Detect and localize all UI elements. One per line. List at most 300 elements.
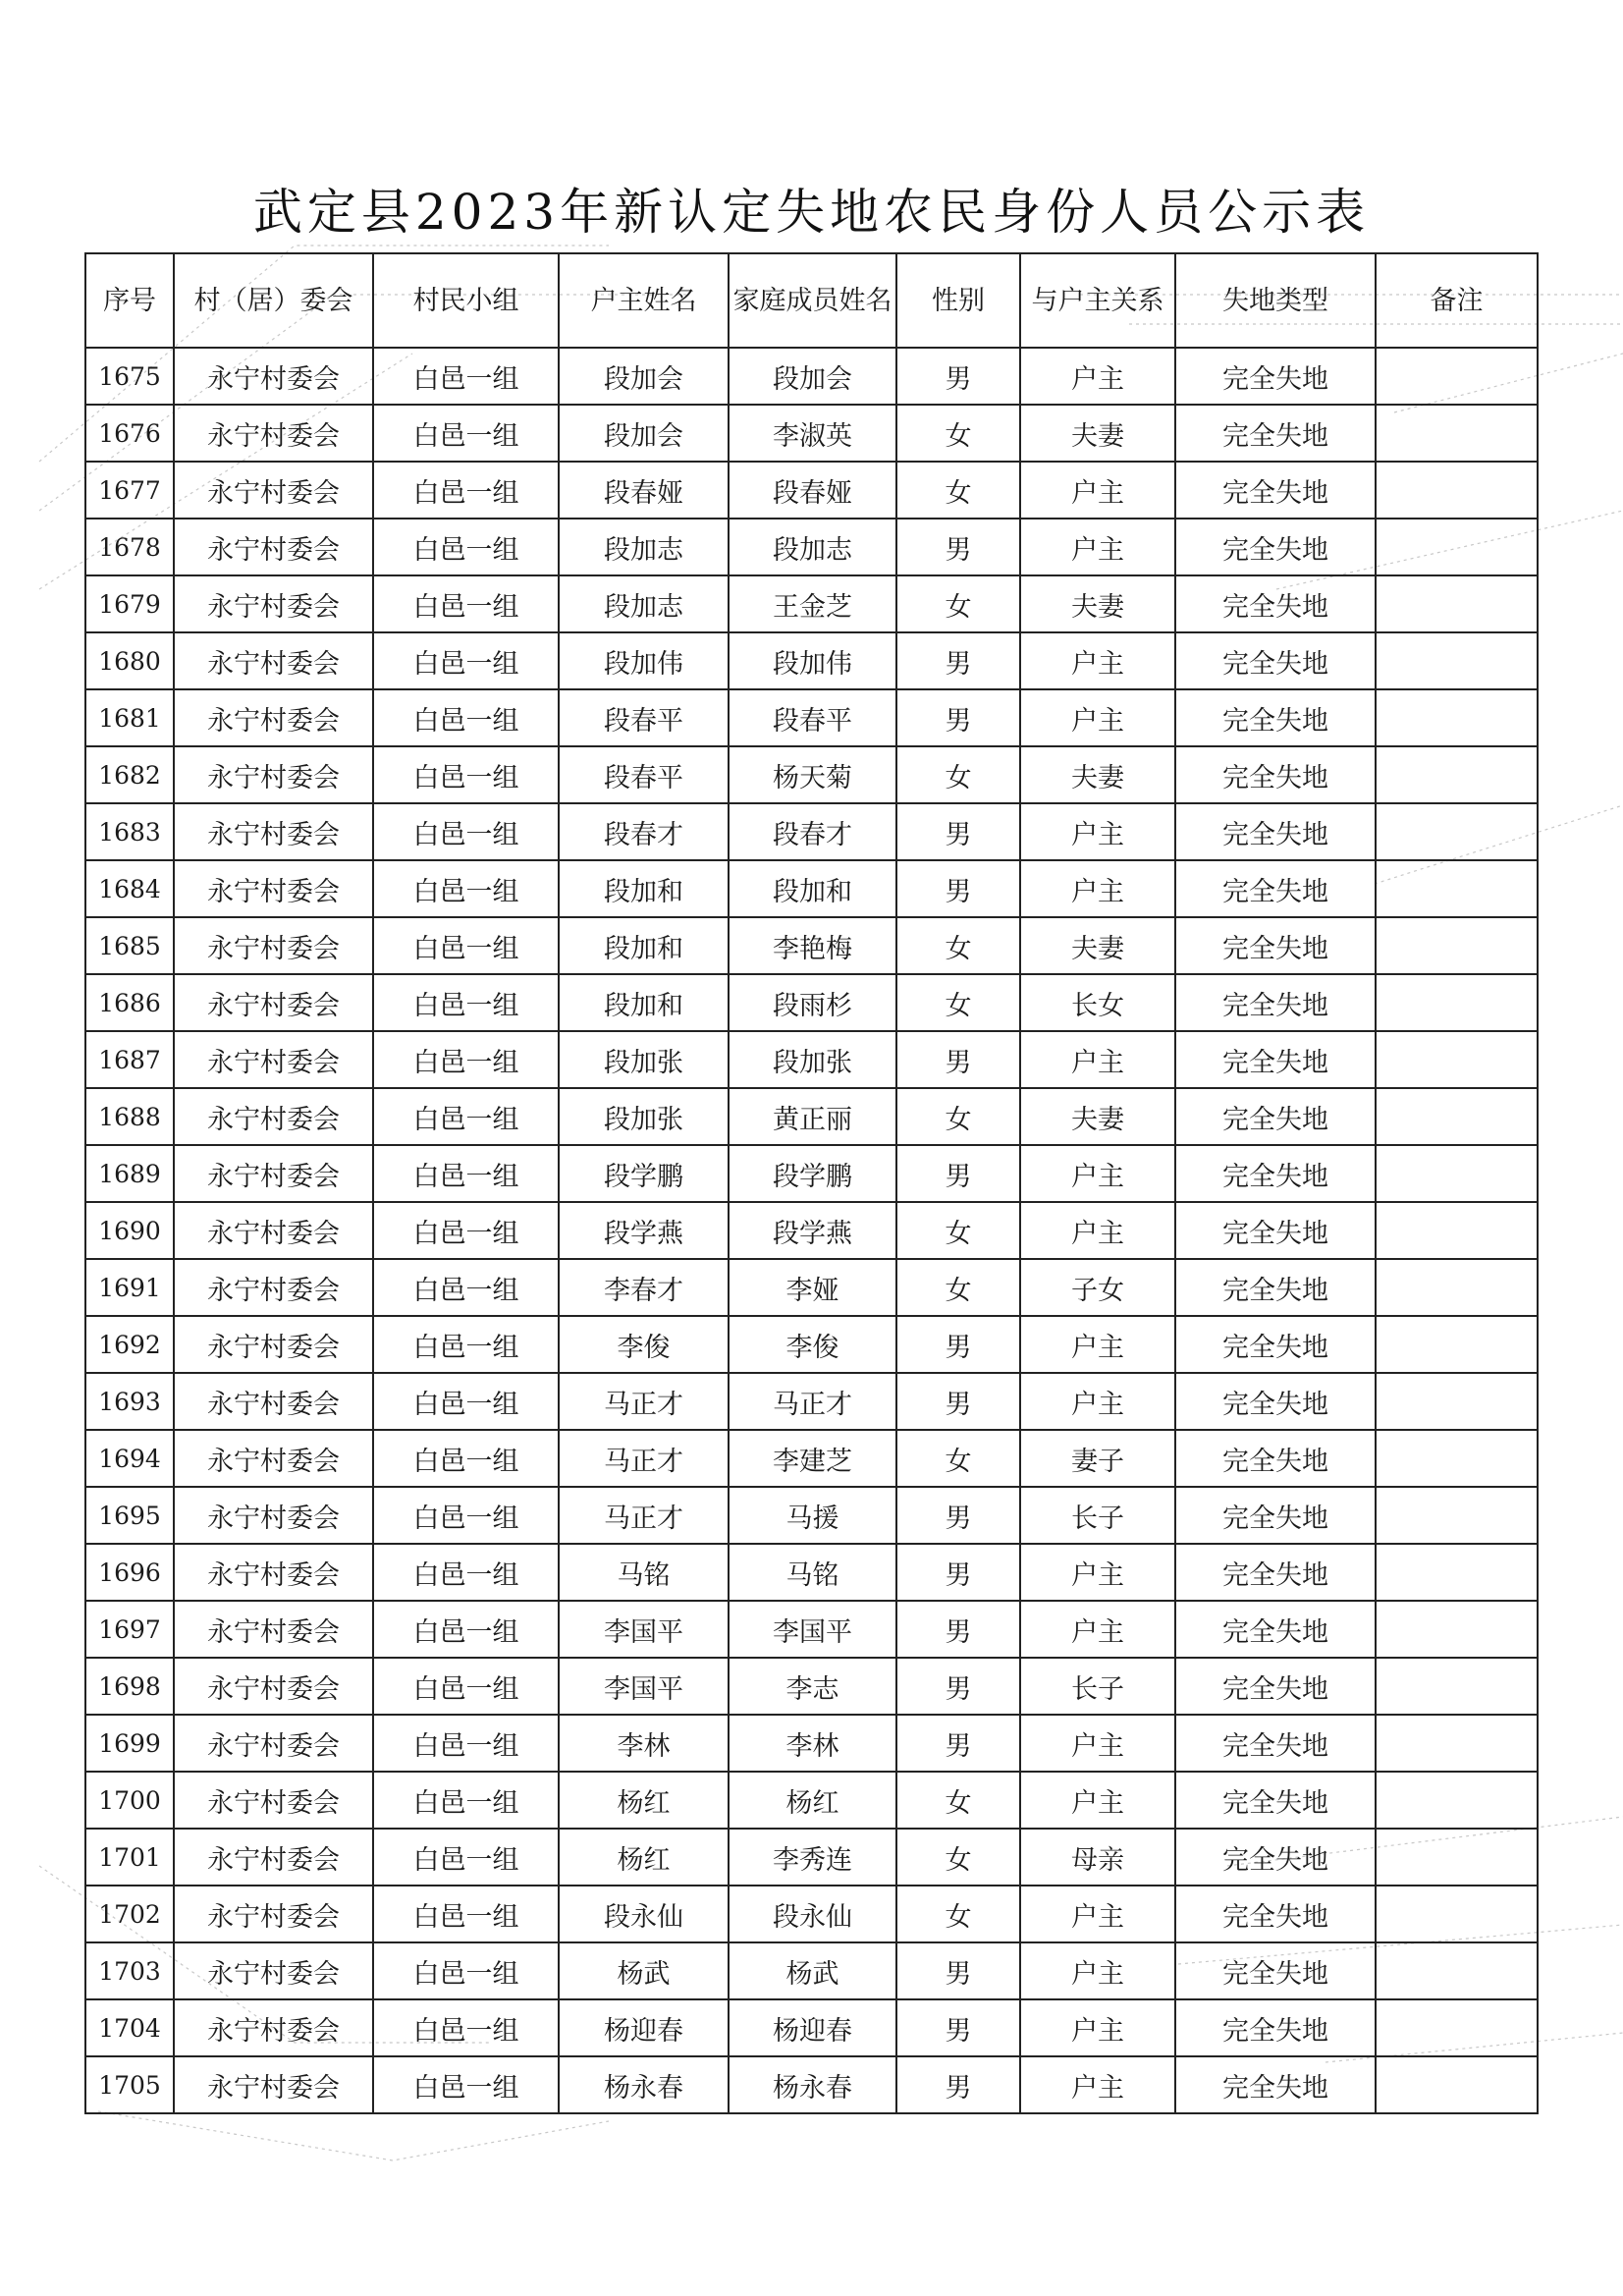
village-group-cell: 白邑一组 <box>373 1202 559 1259</box>
relation-cell: 夫妻 <box>1020 575 1175 632</box>
table-row <box>85 803 1538 860</box>
gender-cell: 女 <box>896 1829 1020 1886</box>
village-committee-cell: 永宁村委会 <box>174 1088 373 1145</box>
village-committee-cell: 永宁村委会 <box>174 803 373 860</box>
remarks-cell <box>1376 1487 1538 1544</box>
village-group-cell: 白邑一组 <box>373 689 559 746</box>
gender-cell: 男 <box>896 1544 1020 1601</box>
village-committee-cell: 永宁村委会 <box>174 1886 373 1942</box>
relation-cell: 长子 <box>1020 1658 1175 1715</box>
land-loss-type-cell: 完全失地 <box>1175 803 1376 860</box>
serial-cell: 1697 <box>85 1601 174 1658</box>
remarks-cell <box>1376 917 1538 974</box>
gender-cell: 男 <box>896 1601 1020 1658</box>
relation-cell: 户主 <box>1020 348 1175 405</box>
member-name-cell: 段加伟 <box>729 632 896 689</box>
relation-cell: 户主 <box>1020 1316 1175 1373</box>
table-row <box>85 1942 1538 1999</box>
table-row <box>85 1999 1538 2056</box>
remarks-cell <box>1376 405 1538 462</box>
remarks-cell <box>1376 1829 1538 1886</box>
header-village-group: 村民小组 <box>373 253 559 348</box>
relation-cell: 长子 <box>1020 1487 1175 1544</box>
relation-cell: 户主 <box>1020 1031 1175 1088</box>
land-loss-type-cell: 完全失地 <box>1175 1658 1376 1715</box>
householder-cell: 杨武 <box>559 1942 729 1999</box>
householder-cell: 杨永春 <box>559 2056 729 2113</box>
relation-cell: 户主 <box>1020 1202 1175 1259</box>
relation-cell: 长女 <box>1020 974 1175 1031</box>
member-name-cell: 杨迎春 <box>729 1999 896 2056</box>
table-body <box>85 348 1538 2113</box>
remarks-cell <box>1376 1544 1538 1601</box>
village-committee-cell: 永宁村委会 <box>174 1430 373 1487</box>
village-group-cell: 白邑一组 <box>373 803 559 860</box>
land-loss-type-cell: 完全失地 <box>1175 1373 1376 1430</box>
village-committee-cell: 永宁村委会 <box>174 1829 373 1886</box>
village-committee-cell: 永宁村委会 <box>174 1487 373 1544</box>
table-row <box>85 1829 1538 1886</box>
householder-cell: 马铭 <box>559 1544 729 1601</box>
member-name-cell: 段学鹏 <box>729 1145 896 1202</box>
member-name-cell: 李国平 <box>729 1601 896 1658</box>
village-group-cell: 白邑一组 <box>373 575 559 632</box>
gender-cell: 女 <box>896 1259 1020 1316</box>
serial-cell: 1675 <box>85 348 174 405</box>
relation-cell: 夫妻 <box>1020 405 1175 462</box>
village-group-cell: 白邑一组 <box>373 1373 559 1430</box>
householder-cell: 马正才 <box>559 1487 729 1544</box>
serial-cell: 1677 <box>85 462 174 519</box>
village-group-cell: 白邑一组 <box>373 1601 559 1658</box>
land-loss-type-cell: 完全失地 <box>1175 1999 1376 2056</box>
relation-cell: 妻子 <box>1020 1430 1175 1487</box>
land-loss-type-cell: 完全失地 <box>1175 1202 1376 1259</box>
remarks-cell <box>1376 2056 1538 2113</box>
table-row <box>85 1316 1538 1373</box>
member-name-cell: 马铭 <box>729 1544 896 1601</box>
header-relation: 与户主关系 <box>1020 253 1175 348</box>
householder-cell: 段加伟 <box>559 632 729 689</box>
serial-cell: 1678 <box>85 519 174 575</box>
gender-cell: 男 <box>896 632 1020 689</box>
table-row <box>85 860 1538 917</box>
householder-cell: 段永仙 <box>559 1886 729 1942</box>
table-row <box>85 689 1538 746</box>
gender-cell: 男 <box>896 1999 1020 2056</box>
relation-cell: 户主 <box>1020 1942 1175 1999</box>
relation-cell: 户主 <box>1020 1886 1175 1942</box>
village-committee-cell: 永宁村委会 <box>174 2056 373 2113</box>
header-land-loss-type: 失地类型 <box>1175 253 1376 348</box>
table-row <box>85 1373 1538 1430</box>
header-member-name: 家庭成员姓名 <box>729 253 896 348</box>
village-committee-cell: 永宁村委会 <box>174 1145 373 1202</box>
remarks-cell <box>1376 1088 1538 1145</box>
serial-cell: 1685 <box>85 917 174 974</box>
table-row <box>85 1088 1538 1145</box>
village-committee-cell: 永宁村委会 <box>174 1772 373 1829</box>
remarks-cell <box>1376 1145 1538 1202</box>
relation-cell: 户主 <box>1020 1601 1175 1658</box>
village-group-cell: 白邑一组 <box>373 746 559 803</box>
relation-cell: 户主 <box>1020 1715 1175 1772</box>
land-loss-type-cell: 完全失地 <box>1175 1942 1376 1999</box>
member-name-cell: 李俊 <box>729 1316 896 1373</box>
serial-cell: 1695 <box>85 1487 174 1544</box>
village-group-cell: 白邑一组 <box>373 1088 559 1145</box>
member-name-cell: 段春平 <box>729 689 896 746</box>
village-committee-cell: 永宁村委会 <box>174 462 373 519</box>
gender-cell: 女 <box>896 575 1020 632</box>
householder-cell: 段加张 <box>559 1088 729 1145</box>
householder-cell: 李俊 <box>559 1316 729 1373</box>
relation-cell: 户主 <box>1020 462 1175 519</box>
table-row <box>85 1259 1538 1316</box>
table-row <box>85 746 1538 803</box>
village-group-cell: 白邑一组 <box>373 1487 559 1544</box>
village-committee-cell: 永宁村委会 <box>174 1031 373 1088</box>
member-name-cell: 段永仙 <box>729 1886 896 1942</box>
member-name-cell: 李艳梅 <box>729 917 896 974</box>
member-name-cell: 段加和 <box>729 860 896 917</box>
member-name-cell: 段雨杉 <box>729 974 896 1031</box>
village-committee-cell: 永宁村委会 <box>174 1544 373 1601</box>
gender-cell: 男 <box>896 689 1020 746</box>
village-group-cell: 白邑一组 <box>373 1430 559 1487</box>
householder-cell: 段春才 <box>559 803 729 860</box>
table-row <box>85 632 1538 689</box>
gender-cell: 男 <box>896 803 1020 860</box>
householder-cell: 段春平 <box>559 746 729 803</box>
gender-cell: 男 <box>896 1031 1020 1088</box>
gender-cell: 女 <box>896 746 1020 803</box>
table-row <box>85 1202 1538 1259</box>
gender-cell: 男 <box>896 1316 1020 1373</box>
member-name-cell: 段春才 <box>729 803 896 860</box>
serial-cell: 1682 <box>85 746 174 803</box>
householder-cell: 段春平 <box>559 689 729 746</box>
table-row <box>85 405 1538 462</box>
remarks-cell <box>1376 689 1538 746</box>
member-name-cell: 杨永春 <box>729 2056 896 2113</box>
householder-cell: 段学鹏 <box>559 1145 729 1202</box>
village-committee-cell: 永宁村委会 <box>174 1658 373 1715</box>
serial-cell: 1683 <box>85 803 174 860</box>
land-loss-type-cell: 完全失地 <box>1175 860 1376 917</box>
land-loss-type-cell: 完全失地 <box>1175 1601 1376 1658</box>
village-group-cell: 白邑一组 <box>373 1544 559 1601</box>
householder-cell: 杨红 <box>559 1772 729 1829</box>
land-loss-type-cell: 完全失地 <box>1175 462 1376 519</box>
remarks-cell <box>1376 1430 1538 1487</box>
householder-cell: 段学燕 <box>559 1202 729 1259</box>
serial-cell: 1703 <box>85 1942 174 1999</box>
householder-cell: 段加志 <box>559 519 729 575</box>
serial-cell: 1687 <box>85 1031 174 1088</box>
relation-cell: 户主 <box>1020 2056 1175 2113</box>
land-loss-type-cell: 完全失地 <box>1175 1430 1376 1487</box>
remarks-cell <box>1376 1601 1538 1658</box>
village-committee-cell: 永宁村委会 <box>174 1202 373 1259</box>
remarks-cell <box>1376 1316 1538 1373</box>
land-loss-type-cell: 完全失地 <box>1175 1316 1376 1373</box>
serial-cell: 1691 <box>85 1259 174 1316</box>
village-group-cell: 白邑一组 <box>373 1999 559 2056</box>
gender-cell: 女 <box>896 974 1020 1031</box>
table-row <box>85 1772 1538 1829</box>
village-group-cell: 白邑一组 <box>373 462 559 519</box>
relation-cell: 户主 <box>1020 1145 1175 1202</box>
gender-cell: 男 <box>896 860 1020 917</box>
relation-cell: 夫妻 <box>1020 1088 1175 1145</box>
village-group-cell: 白邑一组 <box>373 348 559 405</box>
remarks-cell <box>1376 1715 1538 1772</box>
village-committee-cell: 永宁村委会 <box>174 1942 373 1999</box>
village-group-cell: 白邑一组 <box>373 1715 559 1772</box>
gender-cell: 女 <box>896 917 1020 974</box>
remarks-cell <box>1376 462 1538 519</box>
village-committee-cell: 永宁村委会 <box>174 632 373 689</box>
serial-cell: 1698 <box>85 1658 174 1715</box>
land-loss-type-cell: 完全失地 <box>1175 405 1376 462</box>
member-name-cell: 段学燕 <box>729 1202 896 1259</box>
document-title: 武定县2023年新认定失地农民身份人员公示表 <box>252 184 1371 241</box>
serial-cell: 1686 <box>85 974 174 1031</box>
land-loss-type-cell: 完全失地 <box>1175 689 1376 746</box>
village-committee-cell: 永宁村委会 <box>174 1999 373 2056</box>
member-name-cell: 段春娅 <box>729 462 896 519</box>
remarks-cell <box>1376 519 1538 575</box>
member-name-cell: 李林 <box>729 1715 896 1772</box>
table-row <box>85 1886 1538 1942</box>
householder-cell: 李林 <box>559 1715 729 1772</box>
householder-cell: 段加和 <box>559 860 729 917</box>
land-loss-type-cell: 完全失地 <box>1175 1031 1376 1088</box>
serial-cell: 1705 <box>85 2056 174 2113</box>
remarks-cell <box>1376 803 1538 860</box>
village-group-cell: 白邑一组 <box>373 405 559 462</box>
village-group-cell: 白邑一组 <box>373 1942 559 1999</box>
land-loss-type-cell: 完全失地 <box>1175 1487 1376 1544</box>
village-committee-cell: 永宁村委会 <box>174 746 373 803</box>
member-name-cell: 杨红 <box>729 1772 896 1829</box>
table-row <box>85 1487 1538 1544</box>
gender-cell: 男 <box>896 1942 1020 1999</box>
village-committee-cell: 永宁村委会 <box>174 348 373 405</box>
remarks-cell <box>1376 1031 1538 1088</box>
gender-cell: 男 <box>896 1658 1020 1715</box>
member-name-cell: 李秀连 <box>729 1829 896 1886</box>
land-loss-type-cell: 完全失地 <box>1175 1829 1376 1886</box>
relation-cell: 子女 <box>1020 1259 1175 1316</box>
relation-cell: 户主 <box>1020 1544 1175 1601</box>
member-name-cell: 杨天菊 <box>729 746 896 803</box>
remarks-cell <box>1376 348 1538 405</box>
village-committee-cell: 永宁村委会 <box>174 1373 373 1430</box>
land-loss-type-cell: 完全失地 <box>1175 974 1376 1031</box>
land-loss-type-cell: 完全失地 <box>1175 348 1376 405</box>
householder-cell: 李国平 <box>559 1658 729 1715</box>
land-loss-type-cell: 完全失地 <box>1175 632 1376 689</box>
village-committee-cell: 永宁村委会 <box>174 405 373 462</box>
serial-cell: 1696 <box>85 1544 174 1601</box>
table-row <box>85 974 1538 1031</box>
table-header-row <box>85 253 1538 348</box>
land-loss-type-cell: 完全失地 <box>1175 1544 1376 1601</box>
gender-cell: 男 <box>896 1373 1020 1430</box>
village-group-cell: 白邑一组 <box>373 632 559 689</box>
member-name-cell: 李娅 <box>729 1259 896 1316</box>
householder-cell: 段加会 <box>559 348 729 405</box>
householder-cell: 杨红 <box>559 1829 729 1886</box>
remarks-cell <box>1376 1259 1538 1316</box>
relation-cell: 夫妻 <box>1020 746 1175 803</box>
table-row <box>85 1658 1538 1715</box>
gender-cell: 男 <box>896 1487 1020 1544</box>
member-name-cell: 马援 <box>729 1487 896 1544</box>
gender-cell: 男 <box>896 1715 1020 1772</box>
serial-cell: 1700 <box>85 1772 174 1829</box>
relation-cell: 户主 <box>1020 803 1175 860</box>
gender-cell: 女 <box>896 405 1020 462</box>
remarks-cell <box>1376 575 1538 632</box>
relation-cell: 母亲 <box>1020 1829 1175 1886</box>
village-group-cell: 白邑一组 <box>373 2056 559 2113</box>
village-committee-cell: 永宁村委会 <box>174 1601 373 1658</box>
householder-cell: 马正才 <box>559 1373 729 1430</box>
member-name-cell: 李志 <box>729 1658 896 1715</box>
remarks-cell <box>1376 974 1538 1031</box>
serial-cell: 1702 <box>85 1886 174 1942</box>
village-committee-cell: 永宁村委会 <box>174 1316 373 1373</box>
serial-cell: 1684 <box>85 860 174 917</box>
header-gender: 性别 <box>896 253 1020 348</box>
village-group-cell: 白邑一组 <box>373 1886 559 1942</box>
serial-cell: 1699 <box>85 1715 174 1772</box>
householder-cell: 段加和 <box>559 974 729 1031</box>
relation-cell: 户主 <box>1020 1373 1175 1430</box>
serial-cell: 1688 <box>85 1088 174 1145</box>
table-row <box>85 1601 1538 1658</box>
village-group-cell: 白邑一组 <box>373 1772 559 1829</box>
member-name-cell: 段加志 <box>729 519 896 575</box>
village-committee-cell: 永宁村委会 <box>174 1715 373 1772</box>
householder-cell: 李春才 <box>559 1259 729 1316</box>
householder-cell: 段加张 <box>559 1031 729 1088</box>
land-loss-type-cell: 完全失地 <box>1175 575 1376 632</box>
village-group-cell: 白邑一组 <box>373 1829 559 1886</box>
member-name-cell: 李建芝 <box>729 1430 896 1487</box>
serial-cell: 1690 <box>85 1202 174 1259</box>
table-row <box>85 519 1538 575</box>
householder-cell: 段春娅 <box>559 462 729 519</box>
village-committee-cell: 永宁村委会 <box>174 860 373 917</box>
land-loss-type-cell: 完全失地 <box>1175 1715 1376 1772</box>
gender-cell: 女 <box>896 1772 1020 1829</box>
remarks-cell <box>1376 1999 1538 2056</box>
land-loss-type-cell: 完全失地 <box>1175 1772 1376 1829</box>
header-remarks: 备注 <box>1376 253 1538 348</box>
remarks-cell <box>1376 1886 1538 1942</box>
village-committee-cell: 永宁村委会 <box>174 575 373 632</box>
land-loss-type-cell: 完全失地 <box>1175 1886 1376 1942</box>
householder-cell: 杨迎春 <box>559 1999 729 2056</box>
householder-cell: 马正才 <box>559 1430 729 1487</box>
serial-cell: 1693 <box>85 1373 174 1430</box>
land-loss-type-cell: 完全失地 <box>1175 1088 1376 1145</box>
member-name-cell: 段加张 <box>729 1031 896 1088</box>
member-name-cell: 黄正丽 <box>729 1088 896 1145</box>
land-loss-type-cell: 完全失地 <box>1175 519 1376 575</box>
member-name-cell: 杨武 <box>729 1942 896 1999</box>
header-householder: 户主姓名 <box>559 253 729 348</box>
relation-cell: 户主 <box>1020 860 1175 917</box>
village-group-cell: 白邑一组 <box>373 1316 559 1373</box>
remarks-cell <box>1376 1772 1538 1829</box>
serial-cell: 1680 <box>85 632 174 689</box>
serial-cell: 1692 <box>85 1316 174 1373</box>
householder-cell: 段加志 <box>559 575 729 632</box>
village-group-cell: 白邑一组 <box>373 1145 559 1202</box>
gender-cell: 男 <box>896 348 1020 405</box>
gender-cell: 女 <box>896 1202 1020 1259</box>
roster-table <box>84 252 1539 2114</box>
remarks-cell <box>1376 746 1538 803</box>
serial-cell: 1676 <box>85 405 174 462</box>
header-village-committee: 村（居）委会 <box>174 253 373 348</box>
village-group-cell: 白邑一组 <box>373 917 559 974</box>
land-loss-type-cell: 完全失地 <box>1175 1145 1376 1202</box>
remarks-cell <box>1376 1202 1538 1259</box>
village-group-cell: 白邑一组 <box>373 1658 559 1715</box>
member-name-cell: 王金芝 <box>729 575 896 632</box>
table-row <box>85 1145 1538 1202</box>
serial-cell: 1701 <box>85 1829 174 1886</box>
village-group-cell: 白邑一组 <box>373 1259 559 1316</box>
table-row <box>85 917 1538 974</box>
serial-cell: 1689 <box>85 1145 174 1202</box>
gender-cell: 男 <box>896 2056 1020 2113</box>
land-loss-type-cell: 完全失地 <box>1175 1259 1376 1316</box>
village-committee-cell: 永宁村委会 <box>174 974 373 1031</box>
village-group-cell: 白邑一组 <box>373 860 559 917</box>
gender-cell: 女 <box>896 1088 1020 1145</box>
householder-cell: 段加和 <box>559 917 729 974</box>
relation-cell: 户主 <box>1020 1999 1175 2056</box>
table-row <box>85 462 1538 519</box>
land-loss-type-cell: 完全失地 <box>1175 917 1376 974</box>
gender-cell: 女 <box>896 462 1020 519</box>
remarks-cell <box>1376 1658 1538 1715</box>
village-committee-cell: 永宁村委会 <box>174 689 373 746</box>
table-row <box>85 1031 1538 1088</box>
header-serial: 序号 <box>85 253 174 348</box>
serial-cell: 1679 <box>85 575 174 632</box>
table-row <box>85 1544 1538 1601</box>
table-row <box>85 2056 1538 2113</box>
relation-cell: 户主 <box>1020 519 1175 575</box>
relation-cell: 户主 <box>1020 689 1175 746</box>
table-row <box>85 348 1538 405</box>
village-committee-cell: 永宁村委会 <box>174 917 373 974</box>
gender-cell: 女 <box>896 1886 1020 1942</box>
member-name-cell: 马正才 <box>729 1373 896 1430</box>
village-committee-cell: 永宁村委会 <box>174 519 373 575</box>
table-row <box>85 1715 1538 1772</box>
gender-cell: 男 <box>896 519 1020 575</box>
remarks-cell <box>1376 632 1538 689</box>
